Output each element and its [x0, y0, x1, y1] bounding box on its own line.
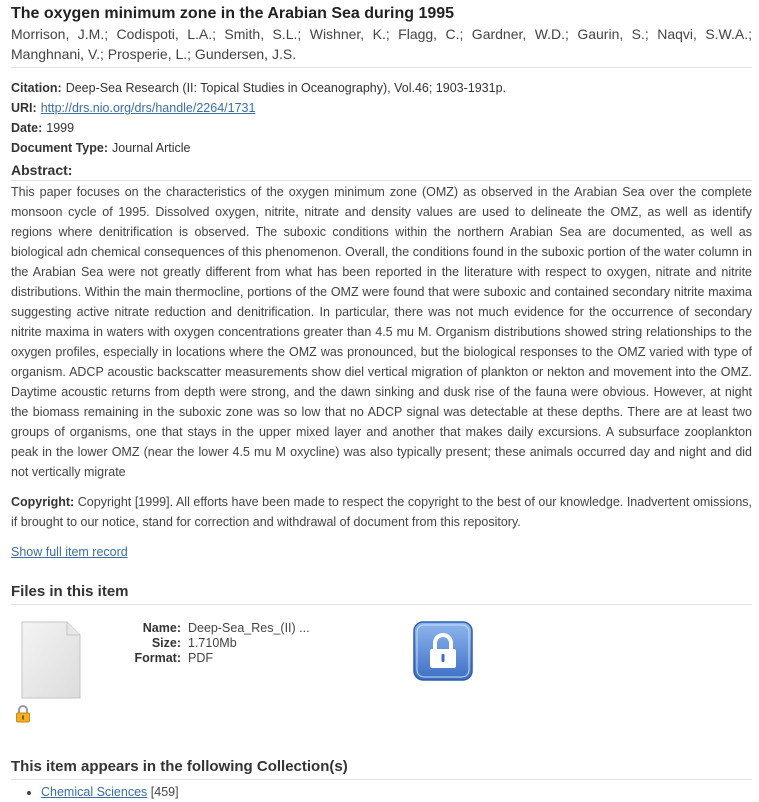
doctype-value: Journal Article [112, 141, 191, 155]
file-item [11, 605, 752, 745]
abstract-text: This paper focuses on the characteristics of the oxygen minimum zone (OMZ) as observed in the Arabian Sea over the complete monsoon cycle of 1995. Dissolved oxygen, nitrite, nitrate and density values are used to delineate the OMZ, as well as identify regions where denitrification is observed. The suboxic conditions within the northern Arabian Sea are documented, as well as biological adn chemical consequences of this phenomenon. Overall, the conditions found in the suboxic portion of the water column in the Arabian Sea were not greatly different from what has been reported in the literature with respect to oxygen, nitrate and nitrite distributions. Within the main thermocline, portions of the OMZ were found that were suboxic and contained secondary nitrite maxima suggesting active nitrate reduction and denitrification. In particular, there was not much evidence for the occurrence of secondary nitrite maxima in waters with oxygen concentrations greater than 4.5 mu M. Organism distributions showed string relationships to the oxygen profiles, especially in locations where the OMZ was pronounced, but the biological responses to the OMZ varied with type of organism. ADCP acoustic backscatter measurements show diel vertical migration of plankton or nekton and movement into the OMZ. Daytime acoustic returns from depth were strong, and the dawn sinking and dusk rise of the fauna were obvious. However, at night the biomass remaining in the suboxic zone was so low that no ADCP signal was detectable at these depths. There are at least two groups of organisms, one that stays in the upper mixed layer and another that makes daily excursions. A subsurface zooplankton peak in the lower OMZ (near the lower 4.5 mu M oxycline) was also typically present; these animals occurred day and night and did not vertically migrate [11, 185, 752, 479]
files-heading: Files in this item [11, 582, 752, 605]
date-row [11, 118, 752, 138]
date-value: 1999 [46, 121, 75, 135]
item-title: The oxygen minimum zone in the Arabian Sea during 1995 [11, 5, 455, 22]
item-authors: Morrison, J.M.; Codispoti, L.A.; Smith, S.L.; Wishner, K.; Flagg, C.; Gardner, W.D.; Gaurin, S.; Naqvi, S.W.A.; Manghnani, V.; Prosperie, L.; Gundersen, J.S. [11, 24, 752, 68]
doctype-label: Document Type: [11, 141, 108, 155]
item-view [11, 4, 752, 802]
file-size-label: Size: [151, 636, 181, 650]
date-label: Date: [11, 121, 43, 135]
show-full-record-link[interactable]: Show full item record [11, 545, 128, 559]
file-format-row [111, 651, 310, 666]
collection-item [41, 782, 752, 802]
copyright-text: Copyright [1999]. All efforts have been made to respect the copyright to the best of our knowledge. Inadvertent omissions, if brought to our notice, stand for correction and withdrawal of document from this repository. [11, 495, 752, 529]
copyright-label: Copyright: [11, 495, 75, 509]
file-size-row [111, 636, 310, 651]
document-thumbnail-icon[interactable] [21, 621, 81, 699]
uri-link[interactable]: http://drs.nio.org/drs/handle/2264/1731 [40, 101, 256, 115]
file-name-label: Name: [142, 621, 181, 635]
restricted-lock-icon[interactable] [413, 621, 473, 681]
collections-heading: This item appears in the following Collection(s) [11, 757, 752, 780]
file-name-value: Deep-Sea_Res_(II) ... [188, 621, 310, 635]
citation-row [11, 78, 752, 98]
collection-link[interactable]: Chemical Sciences [41, 785, 148, 799]
file-format-value: PDF [188, 651, 213, 665]
collection-count: [459] [150, 785, 179, 799]
file-format-label: Format: [134, 651, 181, 665]
file-size-value: 1.710Mb [188, 636, 237, 650]
citation-label: Citation: [11, 81, 62, 95]
full-record-row [11, 542, 752, 562]
item-metadata [11, 78, 752, 158]
abstract-heading: Abstract: [11, 160, 752, 181]
file-name-row [111, 621, 310, 636]
file-details [111, 621, 310, 666]
citation-value: Deep-Sea Research (II: Topical Studies in Oceanography), Vol.46; 1903-1931p. [65, 81, 507, 95]
copyright [11, 492, 752, 532]
doctype-row [11, 138, 752, 158]
lock-icon [15, 705, 31, 723]
uri-label: URI: [11, 101, 37, 115]
collections-list [11, 782, 752, 802]
uri-row [11, 98, 752, 118]
